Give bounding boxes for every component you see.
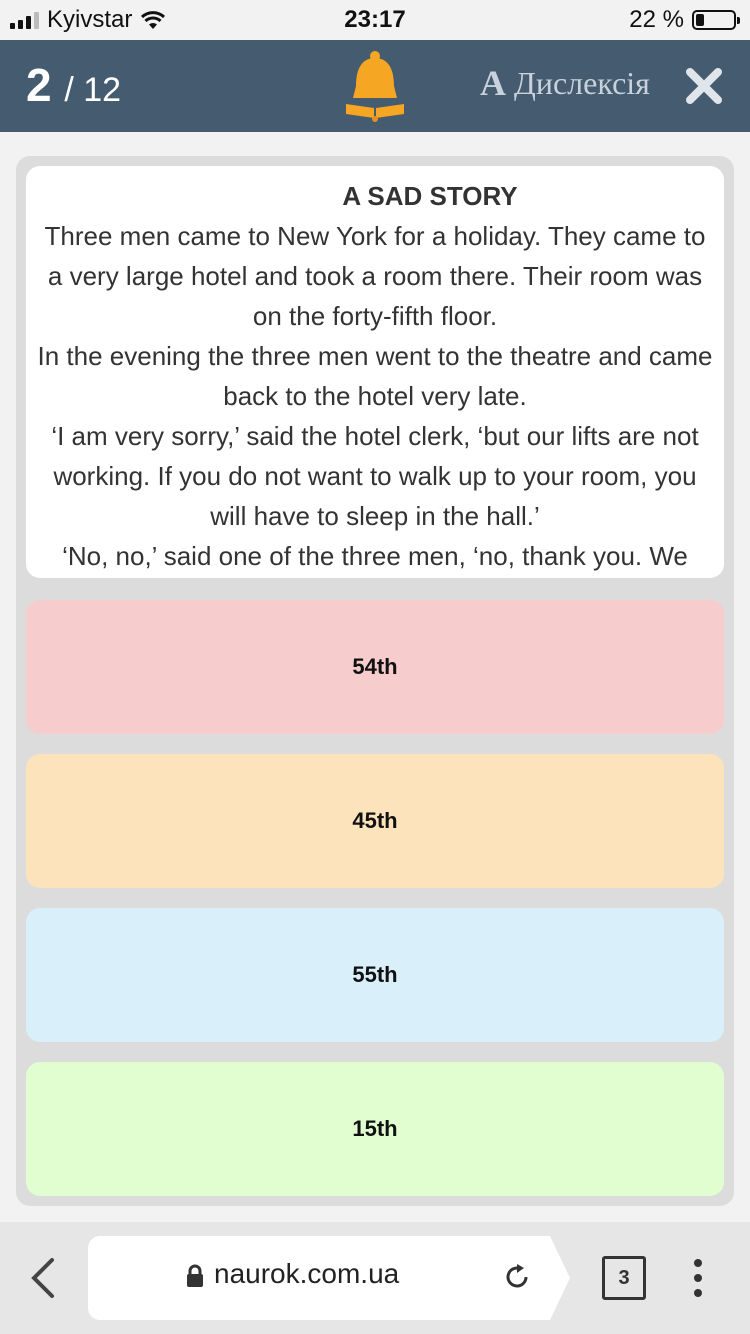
close-icon[interactable] — [684, 66, 724, 106]
story-card — [26, 166, 724, 578]
answer-label: 55th — [352, 962, 398, 987]
question-counter — [26, 58, 121, 112]
browser-toolbar — [0, 1222, 750, 1334]
answer-option-1[interactable] — [26, 600, 724, 734]
answer-label: 45th — [352, 808, 398, 833]
lock-icon — [186, 1264, 204, 1288]
total-questions: / 12 — [64, 71, 122, 109]
battery-icon — [692, 10, 736, 30]
battery-fill — [696, 14, 704, 26]
url-text[interactable]: naurok.com.ua — [214, 1258, 400, 1289]
tab-count: 3 — [618, 1266, 630, 1289]
story-paragraph: Three men came to New York for a holiday. They came to a very large hotel and took a room there. Their room was on the forty-fifth floor. — [44, 221, 706, 331]
battery-percent: 22 % — [629, 6, 684, 33]
tabs-button[interactable] — [602, 1256, 646, 1300]
story-title: A SAD STORY — [342, 181, 518, 211]
status-time: 23:17 — [344, 6, 406, 33]
address-bar-tip — [548, 1236, 570, 1320]
status-bar — [0, 0, 750, 40]
bell-book-icon — [344, 50, 406, 122]
font-icon: A — [480, 63, 506, 103]
quiz-header — [0, 40, 750, 132]
carrier-name: Kyivstar — [47, 6, 133, 33]
answer-label: 54th — [352, 654, 398, 679]
story-paragraph: ‘No, no,’ said one of the three men, ‘no, thank you. We — [62, 541, 688, 571]
answer-option-4[interactable] — [26, 1062, 724, 1196]
answer-option-2[interactable] — [26, 754, 724, 888]
status-right — [629, 6, 736, 34]
current-question: 2 — [26, 59, 52, 111]
story-paragraph: In the evening the three men went to the theatre and came back to the hotel very late. — [37, 341, 713, 411]
back-icon[interactable] — [28, 1256, 58, 1300]
more-menu-icon[interactable] — [692, 1258, 704, 1298]
story-paragraph: ‘I am very sorry,’ said the hotel clerk, ‘but our lifts are not working. If you do not want to walk up to your room, you will have to sleep in the hall.’ — [51, 421, 699, 531]
dyslexia-label: Дислексія — [514, 64, 650, 101]
answer-label: 15th — [352, 1116, 398, 1141]
reload-icon[interactable] — [502, 1262, 532, 1292]
answer-option-3[interactable] — [26, 908, 724, 1042]
dyslexia-toggle[interactable] — [480, 62, 650, 104]
